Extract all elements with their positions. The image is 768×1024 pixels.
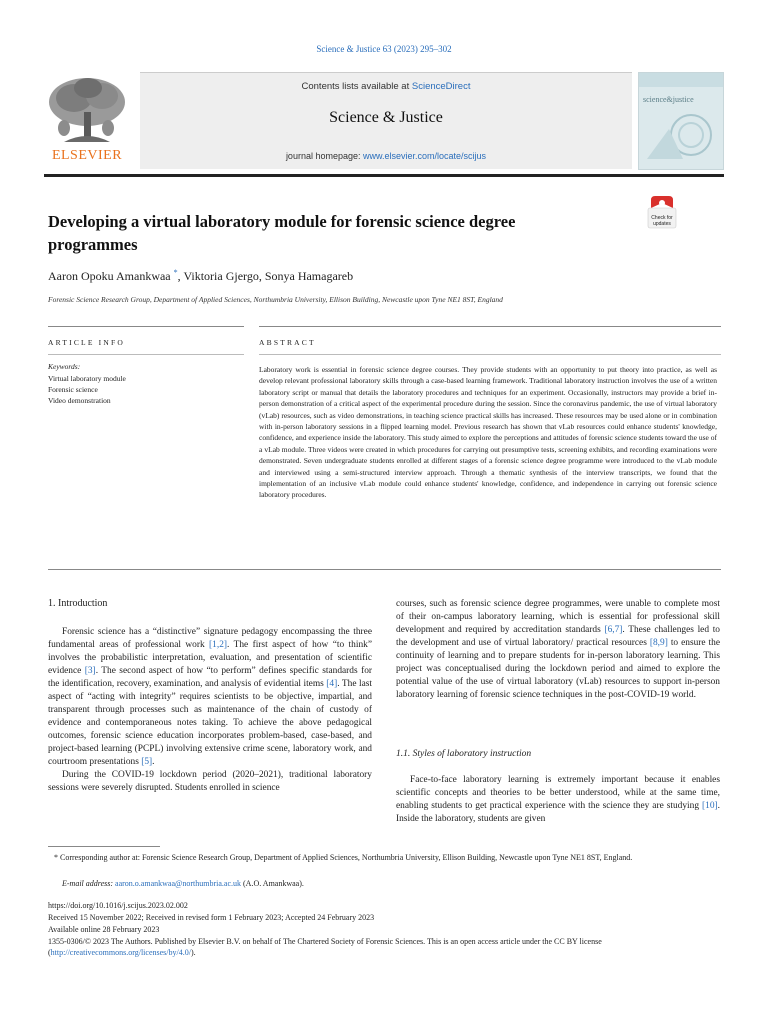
paragraph bbox=[48, 626, 372, 769]
abstract-subrule bbox=[259, 354, 721, 355]
journal-citation[interactable]: Science & Justice 63 (2023) 295–302 bbox=[316, 44, 452, 54]
homepage-prefix: journal homepage: bbox=[285, 151, 363, 161]
right-column-top bbox=[396, 598, 720, 702]
corresponding-author-note: * Corresponding author at: Forensic Science Research Group, Department of Applied Sciences, Northumbria University, Ellison Building, Newcastle upon Tyne NE1 8ST, England. bbox=[54, 853, 633, 862]
cover-title: science&justice bbox=[643, 95, 694, 104]
text-run: . The first aspect of how “to think” involves the probabilistic interpretation, evaluation, and presentation of scientific evidence bbox=[48, 640, 372, 676]
text-run: courses, such as forensic science degree programmes, were unable to complete most of their on-campus laboratory learning, which is essential for professional skill development and required by accreditation standards bbox=[396, 599, 720, 635]
right-column-bottom bbox=[396, 774, 720, 826]
subsection-heading: 1.1. Styles of laboratory instruction bbox=[396, 749, 532, 759]
journal-homepage-line bbox=[140, 151, 632, 161]
check-for-updates-line1: Check for bbox=[651, 215, 673, 221]
available-online-date: Available online 28 February 2023 bbox=[48, 925, 160, 934]
publisher-wordmark: ELSEVIER bbox=[51, 148, 123, 163]
reference-link[interactable]: [5] bbox=[141, 757, 153, 767]
elsevier-logo bbox=[44, 72, 130, 168]
text-run: . The last aspect of “acting with integrity” requires scientists to be objective, impartial, and transparent through processes such as maintenance of the chain of custody of evidence and contemporaneous notes taking. To achieve the above pedagogical outcomes, forensic science education incorporates problem-based, case-based, and project-based learning (PCPL) involving extensive crime scene, laboratory work, and courtroom presentations bbox=[48, 679, 372, 767]
text-run: . These challenges led to the development and use of virtual laboratory/ practical resources bbox=[396, 625, 720, 648]
author-list: Aaron Opoku Amankwaa *, Viktoria Gjergo, Sonya Hamagareb bbox=[48, 268, 354, 283]
license-link[interactable]: http://creativecommons.org/licenses/by/4.0/ bbox=[50, 948, 191, 958]
article-title: Developing a virtual laboratory module for forensic science degree programmes bbox=[48, 212, 516, 254]
author-name[interactable]: Sonya Hamagareb bbox=[264, 269, 354, 283]
license-text: 1355-0306/© 2023 The Authors. Published by Elsevier B.V. on behalf of The Chartered Society of Forensic Sciences. This is an open access article under the CC BY license ( bbox=[48, 937, 602, 958]
email-label: E-mail address: bbox=[62, 879, 114, 888]
reference-link[interactable]: [3] bbox=[84, 666, 96, 676]
license-text-end: ). bbox=[190, 948, 196, 958]
article-info-subrule bbox=[48, 354, 244, 355]
email-link[interactable]: aaron.o.amankwaa@northumbria.ac.uk bbox=[115, 879, 242, 888]
article-info-rule bbox=[48, 326, 244, 327]
text-run: . bbox=[152, 757, 155, 767]
received-dates: Received 15 November 2022; Received in revised form 1 February 2023; Accepted 24 February 2023 bbox=[48, 913, 375, 922]
journal-banner bbox=[140, 72, 632, 169]
corresponding-author-mark[interactable]: * bbox=[173, 268, 178, 277]
paragraph bbox=[396, 774, 720, 826]
section-heading-introduction: 1. Introduction bbox=[48, 598, 108, 609]
email-suffix: (A.O. Amankwaa). bbox=[243, 879, 304, 888]
keyword-item: Forensic science bbox=[48, 385, 98, 394]
journal-homepage-link[interactable]: www.elsevier.com/locate/scijus bbox=[363, 151, 487, 161]
reference-link[interactable]: [4] bbox=[326, 679, 338, 689]
reference-link[interactable]: [1,2] bbox=[209, 640, 228, 650]
text-run: to ensure the continuity of learning and to prepare students for in-person laboratory learning. This project was conceptualised during the lockdown period and aimed to explore the potential value of the use of virtual laboratory (vLab) resources to support in-person laboratory learning of forensic science techniques in the post-COVID-19 world. bbox=[396, 638, 720, 700]
reference-link[interactable]: [6,7] bbox=[604, 625, 623, 635]
text-run: . Inside the laboratory, students are given bbox=[396, 801, 720, 824]
license-statement bbox=[48, 936, 720, 959]
check-for-updates-line2: updates bbox=[653, 221, 671, 227]
journal-cover-thumbnail bbox=[638, 72, 724, 170]
check-for-updates-label[interactable] bbox=[646, 215, 678, 227]
keyword-item: Virtual laboratory module bbox=[48, 374, 126, 383]
abstract-heading: ABSTRACT bbox=[259, 338, 316, 347]
paragraph: During the COVID-19 lockdown period (2020–2021), traditional laboratory sessions were severely disrupted. Students enrolled in science bbox=[48, 770, 372, 793]
keywords-label: Keywords: bbox=[48, 362, 81, 371]
text-run: Forensic science has a “distinctive” signature pedagogy encompassing the three fundamental areas of professional work bbox=[48, 627, 372, 650]
author-affiliation: Forensic Science Research Group, Department of Applied Sciences, Northumbria University, Ellison Building, Newcastle upon Tyne NE1 8ST, England bbox=[48, 295, 503, 304]
reference-link[interactable]: [10] bbox=[702, 801, 718, 811]
email-note bbox=[48, 878, 734, 889]
keyword-item: Video demonstration bbox=[48, 396, 111, 405]
article-info-heading: ARTICLE INFO bbox=[48, 338, 125, 347]
author-name[interactable]: Aaron Opoku Amankwaa bbox=[48, 269, 171, 283]
abstract-bottom-rule bbox=[48, 569, 721, 570]
contents-prefix: Contents lists available at bbox=[301, 81, 412, 92]
text-run: . The second aspect of how “to perform” defines specific standards for the identification, recovery, examination, and analysis of evidential items bbox=[48, 666, 373, 689]
doi-link[interactable]: https://doi.org/10.1016/j.scijus.2023.02.002 bbox=[48, 901, 188, 910]
journal-title: Science & Justice bbox=[329, 109, 443, 126]
footnote-rule bbox=[48, 846, 160, 847]
text-run: Face-to-face laboratory learning is extremely important because it enables scientific concepts and theories to be better understood, while at the same time, enabling students to get practical experience with the science they are studying bbox=[396, 775, 720, 811]
author-name[interactable]: Viktoria Gjergo bbox=[183, 269, 259, 283]
contents-line bbox=[140, 81, 632, 92]
abstract-text: Laboratory work is essential in forensic science degree courses. They provide students with an opportunity to put theory into practice, as well as develop relevant professional laboratory skills through a case-based learning framework. Traditional laboratory instruction involves the use of a written laboratory script or manual that details the laboratory procedures and techniques for an experiment. Occasionally, instructors may provide a brief in-person demonstration of a critical aspect of the experimental procedure during the session. Since the coronavirus pandemic, the use of virtual laboratory (vLab) resources, such as video demonstrations, in teaching science practical skills has increased. These resources may be used alone or in combination with in-person laboratory sessions in a flipped learning model. Previous research has shown that vLab resources could enhance students' knowledge, confidence, and experience inside the laboratory. This study aimed to explore the perceptions and attitudes of forensic science students toward the use of a vLab module. Three videos were created in which procedures for carrying out presumptive tests, screening exhibits, and recording examinations were demonstrated. Seven undergraduate students enrolled at different stages of a forensic science degree programme were introduced to the vLab module and interviewed using a semi-structured interview approach. Through a thematic synthesis of the interview transcripts, we found that the implementation of an inclusive vLab module could enhance students' knowledge, confidence, and independence in carrying out forensic science laboratory procedures. bbox=[259, 365, 717, 500]
abstract-rule bbox=[259, 326, 721, 327]
journal-header bbox=[44, 72, 724, 168]
sciencedirect-link[interactable]: ScienceDirect bbox=[411, 81, 471, 92]
elsevier-tree-icon bbox=[44, 72, 130, 148]
paragraph bbox=[396, 598, 720, 702]
left-column bbox=[48, 626, 372, 795]
header-rule bbox=[44, 174, 724, 177]
cover-artwork-icon bbox=[639, 109, 723, 169]
reference-link[interactable]: [8,9] bbox=[649, 638, 668, 648]
